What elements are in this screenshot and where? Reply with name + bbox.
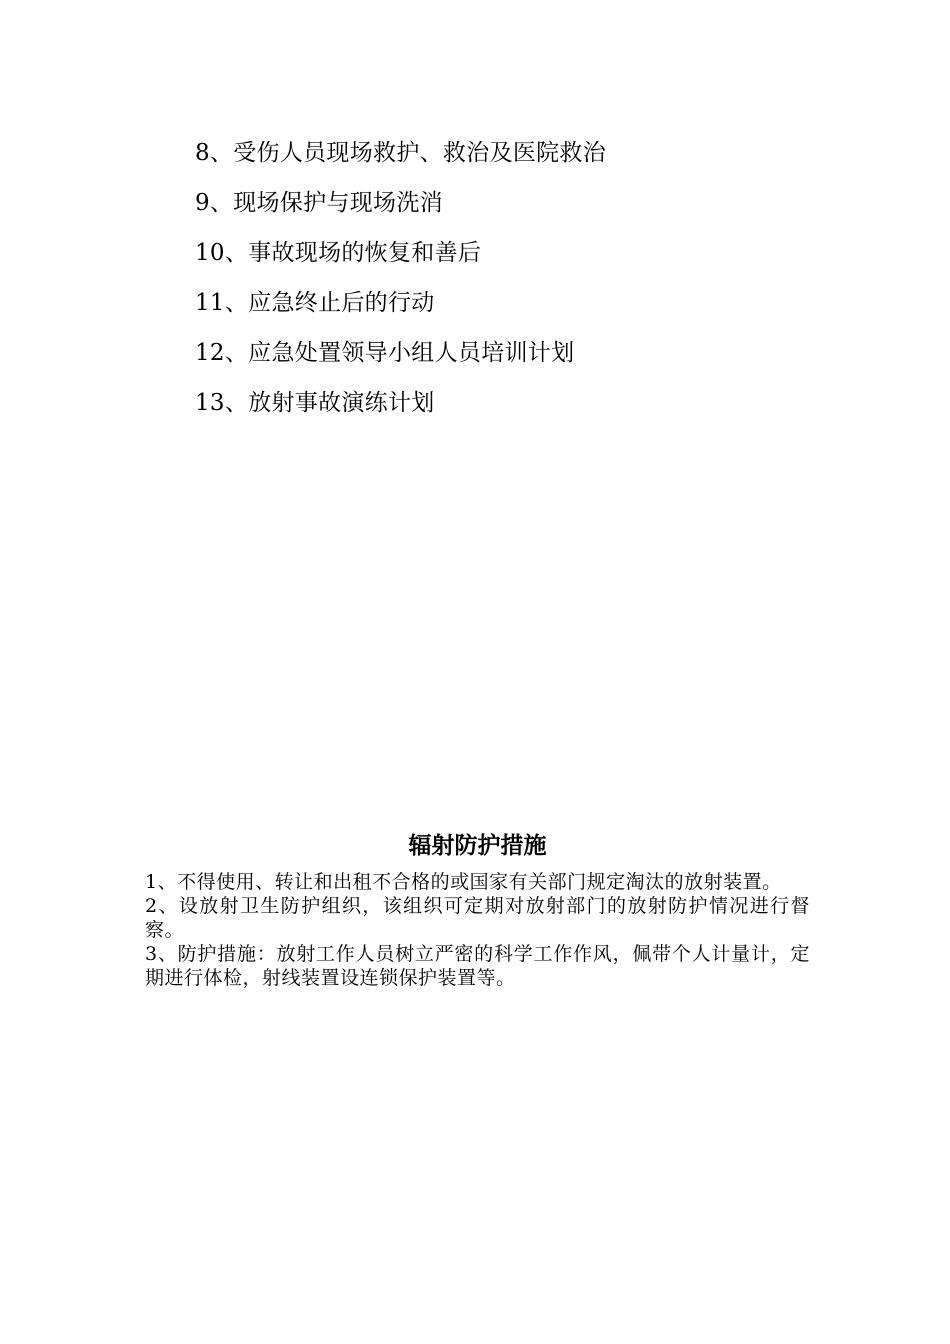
- paragraph: 2、设放射卫生防护组织，该组织可定期对放射部门的放射防护情况进行督察。: [145, 895, 810, 941]
- list-item: 12、应急处置领导小组人员培训计划: [195, 340, 575, 366]
- list-item: 9、现场保护与现场洗消: [195, 190, 443, 216]
- contents-list: [195, 128, 606, 428]
- radiation-protection-section: [145, 828, 810, 990]
- list-item: 10、事故现场的恢复和善后: [195, 240, 482, 266]
- list-item: 13、放射事故演练计划: [195, 390, 435, 416]
- list-item: 8、受伤人员现场救护、救治及医院救治: [195, 140, 607, 166]
- paragraph: 1、不得使用、转让和出租不合格的或国家有关部门规定淘汰的放射装置。: [145, 871, 782, 893]
- paragraph: 3、防护措施：放射工作人员树立严密的科学工作作风，佩带个人计量计，定期进行体检，射线装置设连锁保护装置等。: [145, 943, 810, 989]
- section-title: 辐射防护措施: [408, 832, 547, 859]
- list-item: 11、应急终止后的行动: [195, 290, 435, 316]
